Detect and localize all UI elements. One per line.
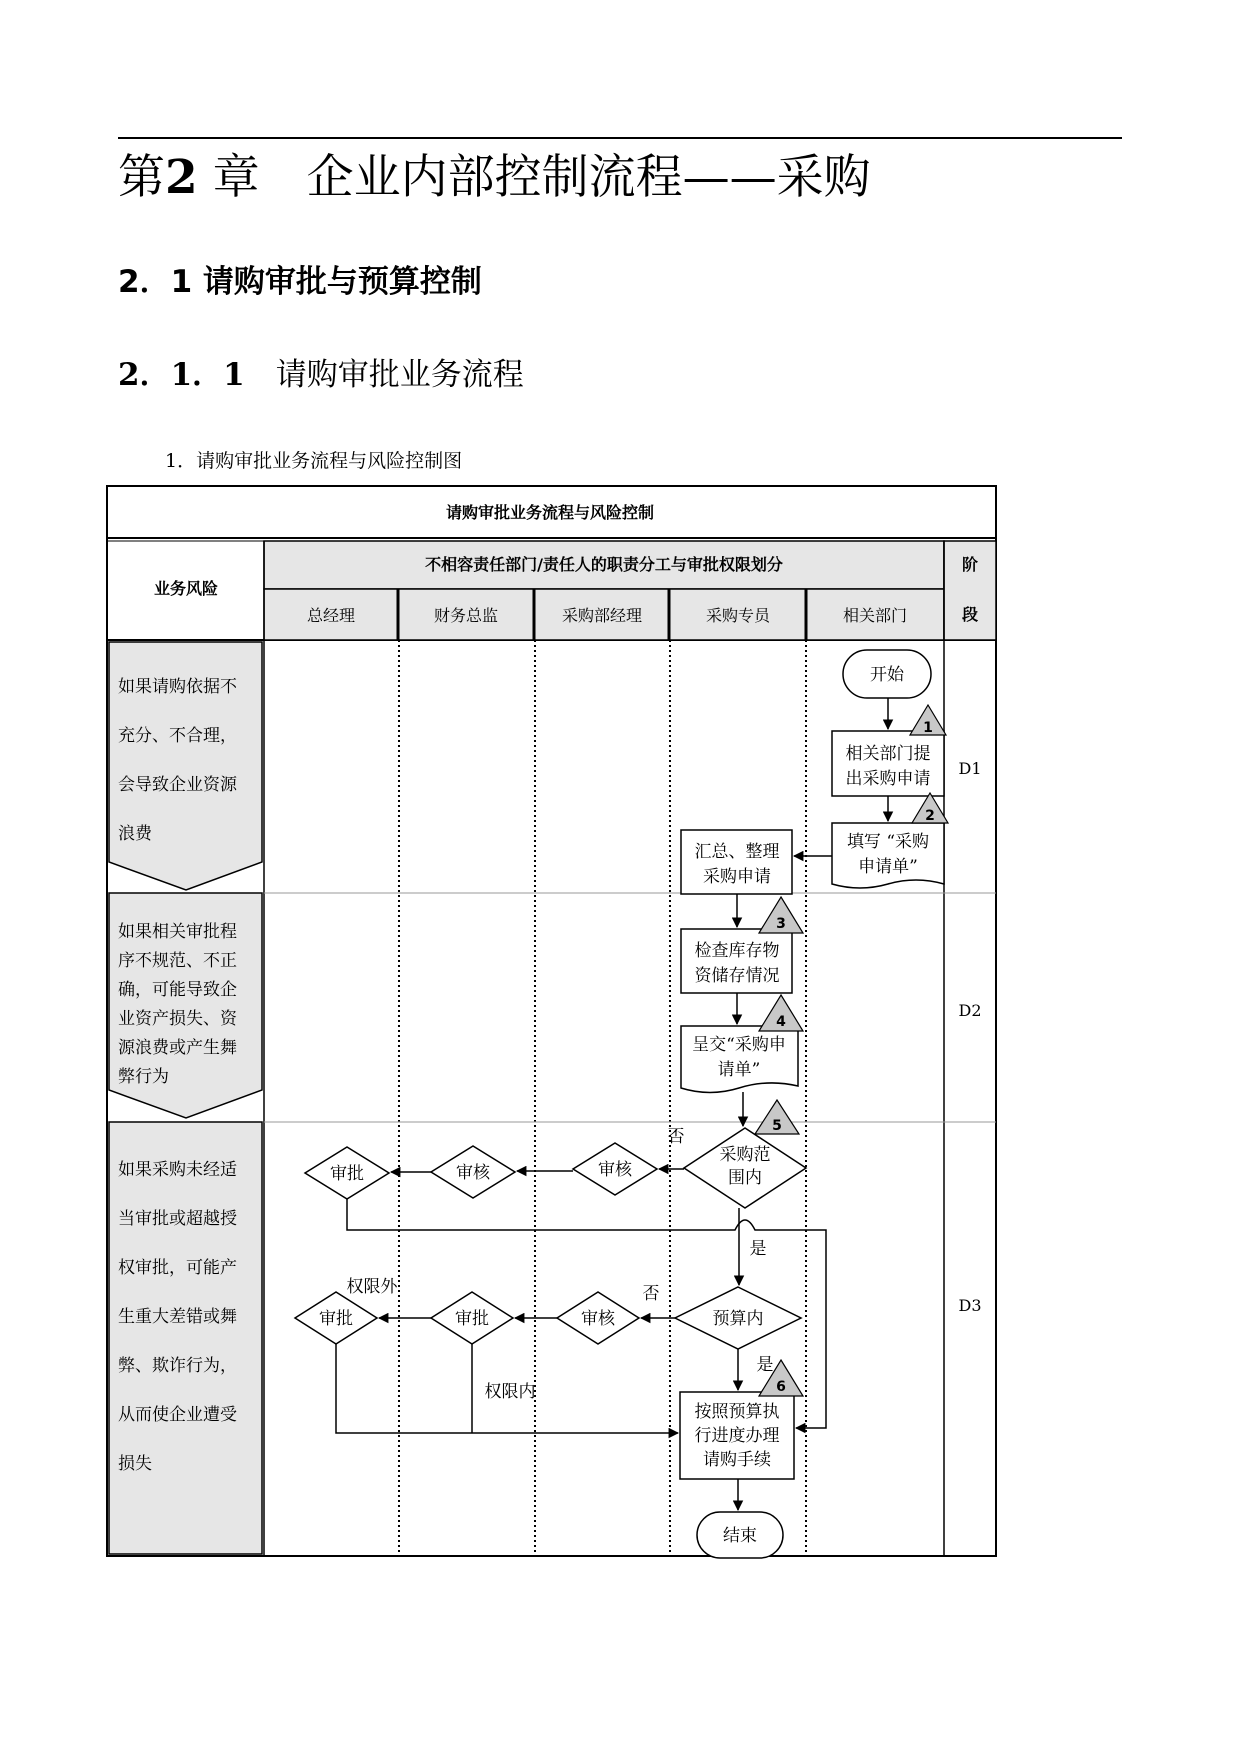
- step6-label: 请购手续: [703, 1450, 771, 1470]
- risk-d3-line: 如果采购未经适: [118, 1160, 237, 1180]
- risk-panel-d3: [109, 1122, 262, 1554]
- control-marker-3: [759, 897, 803, 933]
- column-purchasing-specialist: 采购专员: [705, 606, 771, 625]
- stage-header-2: 段: [961, 605, 979, 624]
- section-title: 2．1 请购审批与预算控制: [118, 264, 482, 300]
- step6-label: 按照预算执: [694, 1402, 780, 1422]
- risk-d1-line: 浪费: [118, 824, 152, 844]
- control-marker-4: [759, 995, 803, 1031]
- risk-d2-line: 确，可能导致企: [118, 980, 237, 1000]
- risk-d2-line: 源浪费或产生舞: [118, 1038, 237, 1058]
- approve-b-label: 审批: [455, 1309, 489, 1329]
- svg-text:3: 3: [776, 916, 786, 932]
- label-no-scope: 否: [667, 1127, 685, 1147]
- risk-header: 业务风险: [153, 579, 219, 598]
- chapter-number: 2: [165, 150, 198, 205]
- start-label: 开始: [870, 665, 904, 685]
- control-marker-1: [910, 705, 946, 736]
- end-label: 结束: [723, 1526, 757, 1546]
- label-no-budget: 否: [642, 1284, 660, 1304]
- table-title: 请购审批业务流程与风险控制: [445, 503, 655, 522]
- risk-d3-line: 生重大差错或舞: [118, 1307, 237, 1327]
- review-b-label: 审核: [456, 1163, 490, 1183]
- svg-text:4: 4: [776, 1014, 786, 1030]
- step2-label: 填写 “采购: [846, 832, 930, 852]
- roles-header: 不相容责任部门/责任人的职责分工与审批权限划分: [425, 555, 783, 574]
- step6-label: 行进度办理: [694, 1426, 780, 1446]
- stage-d3: D3: [958, 1296, 982, 1315]
- label-yes-budget: 是: [756, 1355, 774, 1375]
- stage-d2: D2: [958, 1001, 982, 1020]
- risk-d2-line: 弊行为: [118, 1067, 169, 1087]
- subsection-title-text: 请购审批业务流程: [275, 357, 524, 393]
- collect-label: 汇总、整理: [694, 842, 780, 862]
- risk-d3-line: 权审批，可能产: [118, 1258, 237, 1278]
- column-related-department: 相关部门: [842, 606, 908, 625]
- control-marker-2: [912, 793, 948, 824]
- risk-d1-line: 充分、不合理，: [118, 726, 237, 746]
- label-within-authority: 权限内: [484, 1382, 536, 1402]
- decision-scope-label: 采购范: [719, 1145, 771, 1165]
- review-a-label: 审核: [598, 1160, 632, 1180]
- decision-budget-label: 预算内: [712, 1309, 764, 1329]
- step4-label: 呈交“采购申: [692, 1035, 786, 1055]
- risk-d3-line: 弊、欺诈行为，: [118, 1356, 237, 1376]
- label-out-of-authority: 权限外: [346, 1277, 398, 1297]
- stage-header-1: 阶: [961, 555, 979, 574]
- collect-label: 采购申请: [703, 867, 771, 887]
- control-marker-5: [755, 1100, 799, 1134]
- approve-a-label: 审批: [330, 1164, 364, 1184]
- risk-d2-line: 序不规范、不正: [118, 951, 237, 971]
- subsection-number: 2．1．1: [118, 357, 245, 393]
- svg-text:1: 1: [923, 720, 933, 736]
- step1-label: 相关部门提: [845, 744, 931, 764]
- column-cfo: 财务总监: [433, 606, 499, 625]
- column-general-manager: 总经理: [306, 606, 356, 625]
- risk-d1-line: 如果请购依据不: [118, 677, 237, 697]
- step1-label: 出采购申请: [845, 769, 931, 789]
- label-yes-scope: 是: [749, 1239, 767, 1259]
- step3-label: 资储存情况: [694, 966, 780, 986]
- column-purchasing-manager: 采购部经理: [561, 606, 643, 625]
- risk-d3-line: 损失: [118, 1454, 152, 1474]
- svg-text:6: 6: [776, 1379, 786, 1395]
- risk-d2-line: 如果相关审批程: [118, 922, 237, 942]
- step2-label: 申请单”: [858, 857, 918, 877]
- stage-d1: D1: [958, 759, 982, 778]
- decision-scope-label: 围内: [728, 1168, 762, 1188]
- figure-caption: 1．请购审批业务流程与风险控制图: [165, 450, 463, 472]
- risk-d1-line: 会导致企业资源: [118, 775, 237, 795]
- approve-c-label: 审批: [319, 1309, 353, 1329]
- svg-text:5: 5: [772, 1118, 782, 1134]
- risk-d2-line: 业资产损失、资: [118, 1009, 237, 1029]
- risk-d3-line: 当审批或超越授: [118, 1209, 237, 1229]
- step4-label: 请单”: [717, 1060, 761, 1080]
- chapter-title-text: 章 企业内部控制流程——采购: [212, 150, 871, 205]
- risk-d3-line: 从而使企业遭受: [118, 1405, 237, 1425]
- svg-text:2: 2: [925, 808, 935, 824]
- review-c-label: 审核: [581, 1309, 615, 1329]
- chapter-prefix: 第: [118, 150, 165, 205]
- step3-label: 检查库存物: [694, 941, 780, 961]
